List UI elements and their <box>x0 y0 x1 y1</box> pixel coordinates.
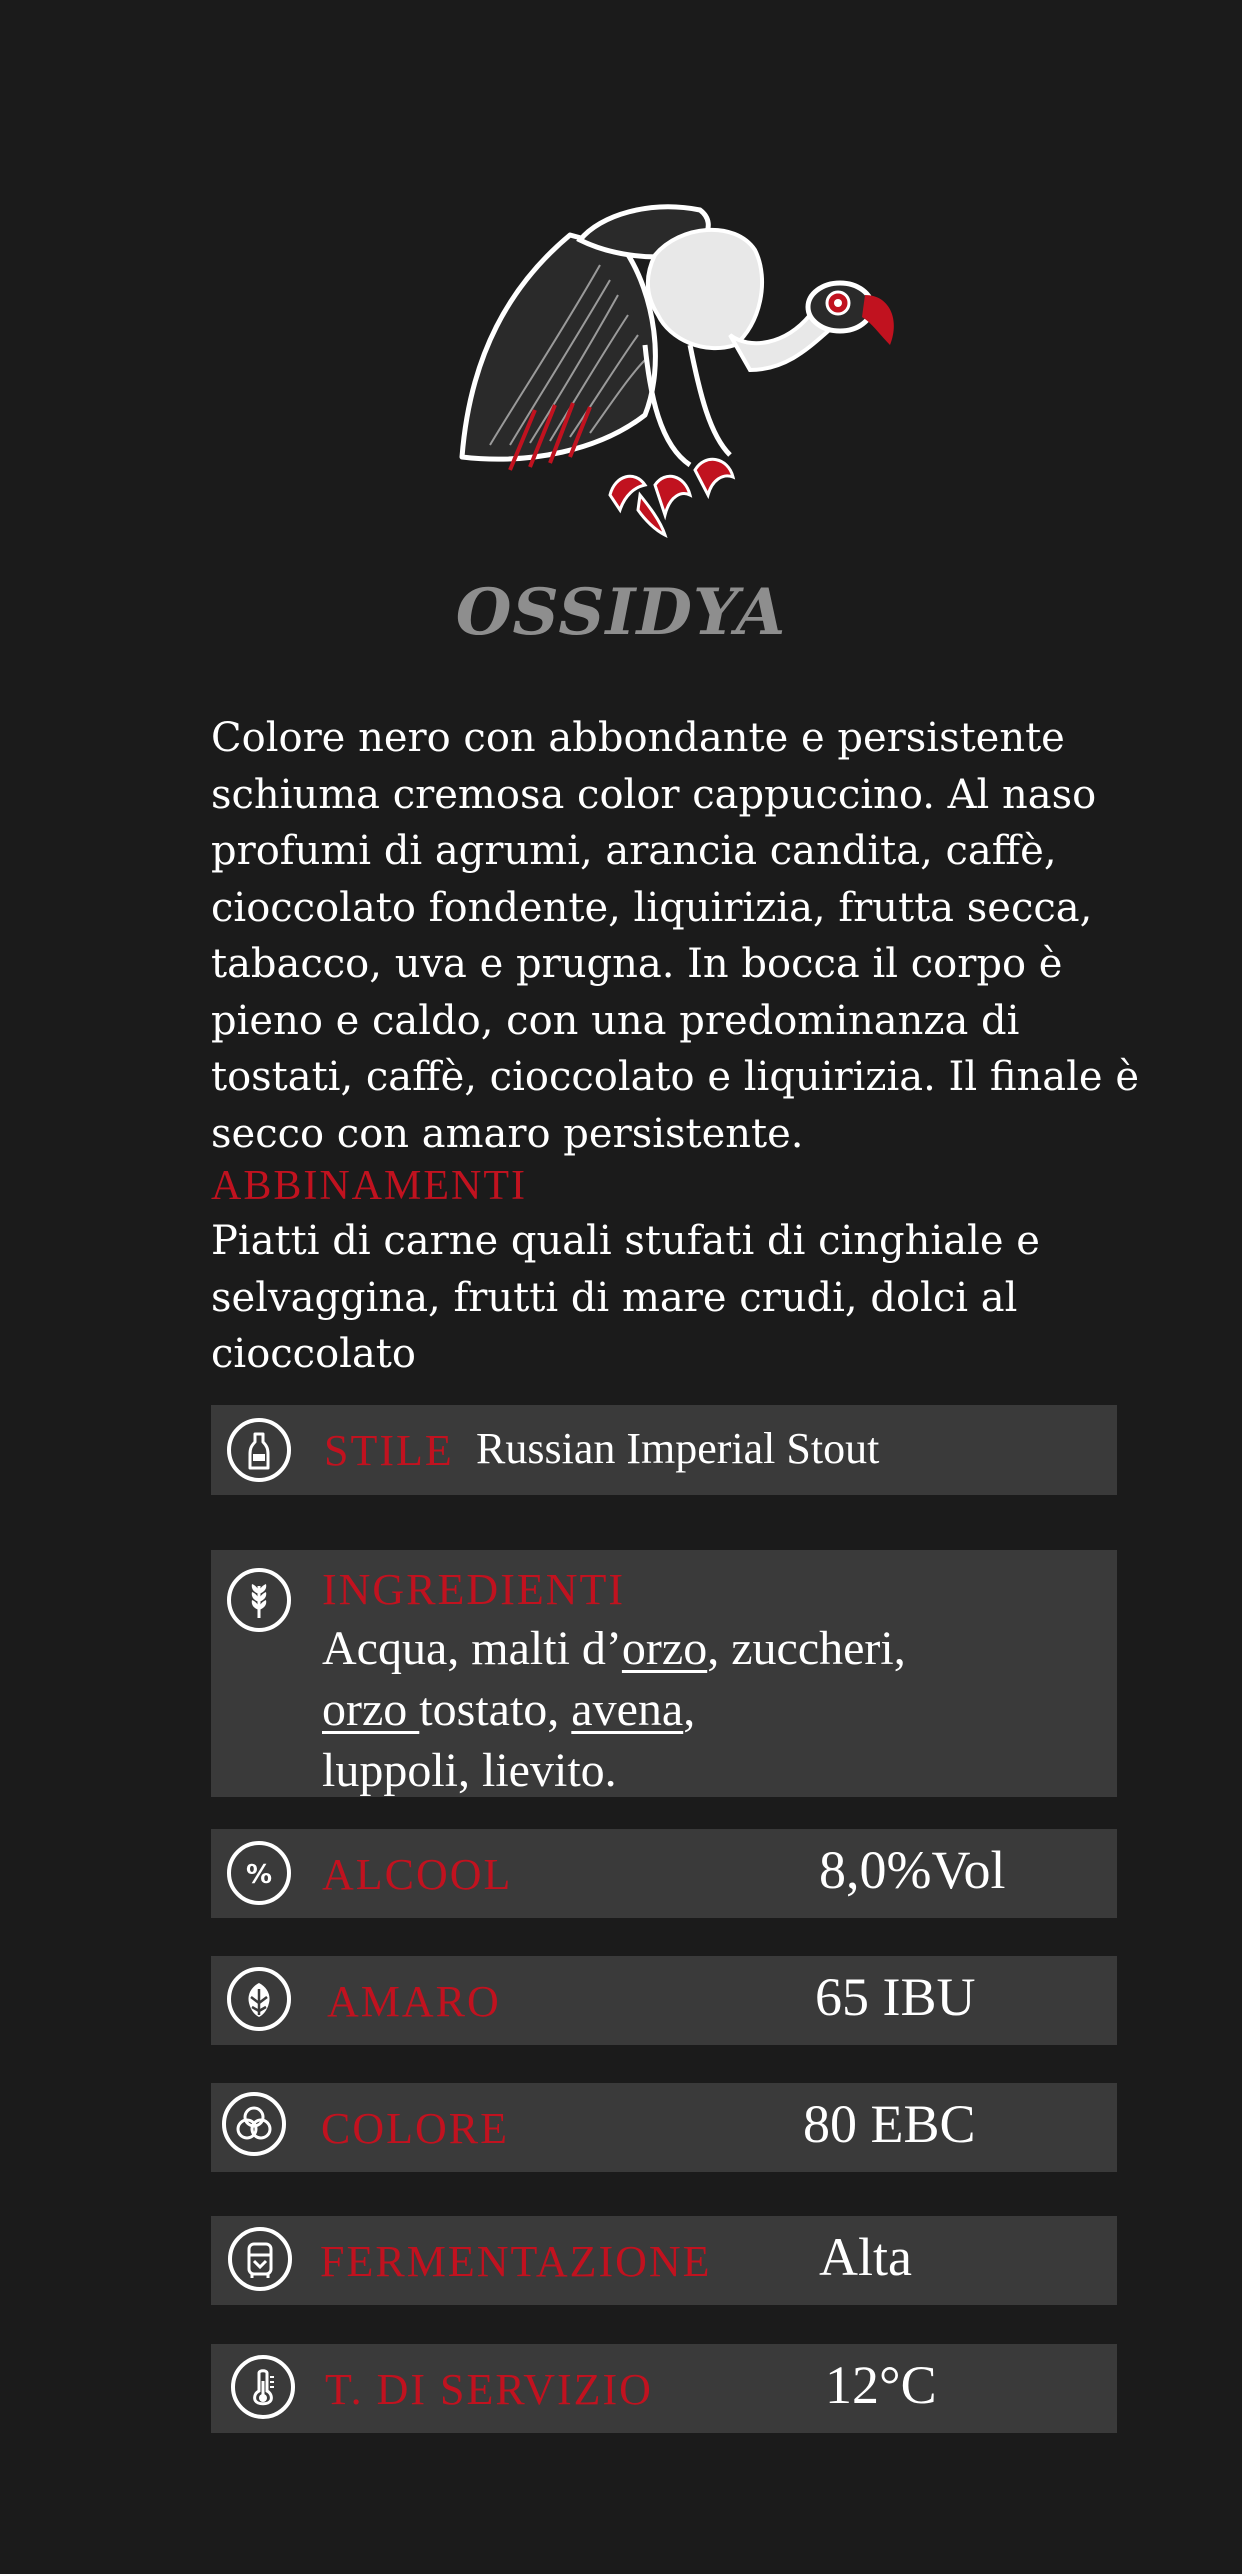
ingredient-orzo-tostato: orzo <box>322 1683 420 1736</box>
spec-value: 12°C <box>825 2355 937 2415</box>
vulture-logo <box>450 195 910 555</box>
ingredients-text-part: Acqua, malti d’ <box>322 1622 622 1675</box>
spec-row-alcohol <box>211 1829 1117 1918</box>
spec-row-fermentation <box>211 2216 1117 2305</box>
ingredients-text <box>322 1618 906 1801</box>
spec-value: 8,0%Vol <box>819 1840 1006 1900</box>
ingredient-orzo: orzo <box>621 1622 708 1675</box>
beer-description: Colore nero con abbondante e persistente schiuma cremosa color cappuccino. Al naso profumi di agrumi, arancia candita, caffè, cioccolato fondente, liquirizia, frutta secca, tabacco, uva e prugna. In bocca il corpo è pieno e caldo, con una predominanza di tostati, caffè, cioccolato e liquirizia. Il finale è secco con amaro persistente. <box>211 715 1139 1157</box>
spec-value: 80 EBC <box>803 2094 976 2154</box>
spec-label: T. DI SERVIZIO <box>325 2365 653 2414</box>
spec-value: 65 IBU <box>815 1967 976 2027</box>
hop-icon <box>227 1967 291 2031</box>
bottle-icon <box>227 1418 291 1482</box>
pairing-title: ABBINAMENTI <box>211 1163 527 1209</box>
spec-row-bitterness <box>211 1956 1117 2045</box>
pairing-text: Piatti di carne quali stufati di cinghiale e selvaggina, frutti di mare crudi, dolci al cioccolato <box>211 1218 1040 1377</box>
style-row <box>211 1405 1117 1495</box>
ingredient-avena: avena <box>571 1683 684 1736</box>
ingredients-row <box>211 1550 1117 1797</box>
wheat-icon <box>227 1568 291 1632</box>
ingredients-label: INGREDIENTI <box>322 1565 626 1614</box>
style-label: STILE <box>324 1426 454 1475</box>
beer-name: OSSIDYA <box>455 575 787 650</box>
ingredients-text-part: tostato, <box>419 1683 572 1736</box>
percent-icon <box>227 1841 291 1905</box>
spec-value: Alta <box>819 2227 912 2287</box>
spec-label: FERMENTAZIONE <box>320 2237 712 2286</box>
fermenter-icon <box>228 2227 292 2291</box>
spec-label: AMARO <box>327 1977 501 2026</box>
color-circles-icon <box>222 2092 286 2156</box>
ingredients-text-part: luppoli, lievito. <box>322 1744 617 1797</box>
thermometer-icon <box>231 2355 295 2419</box>
ingredients-text-part: , <box>683 1683 696 1736</box>
spec-row-serving-temp <box>211 2344 1117 2433</box>
style-value: Russian Imperial Stout <box>476 1424 880 1473</box>
spec-label: COLORE <box>321 2104 509 2153</box>
spec-row-color <box>211 2083 1117 2172</box>
spec-label: ALCOOL <box>322 1850 513 1899</box>
svg-text:%: % <box>245 1860 273 1890</box>
ingredients-text-part: , zuccheri, <box>707 1622 906 1675</box>
